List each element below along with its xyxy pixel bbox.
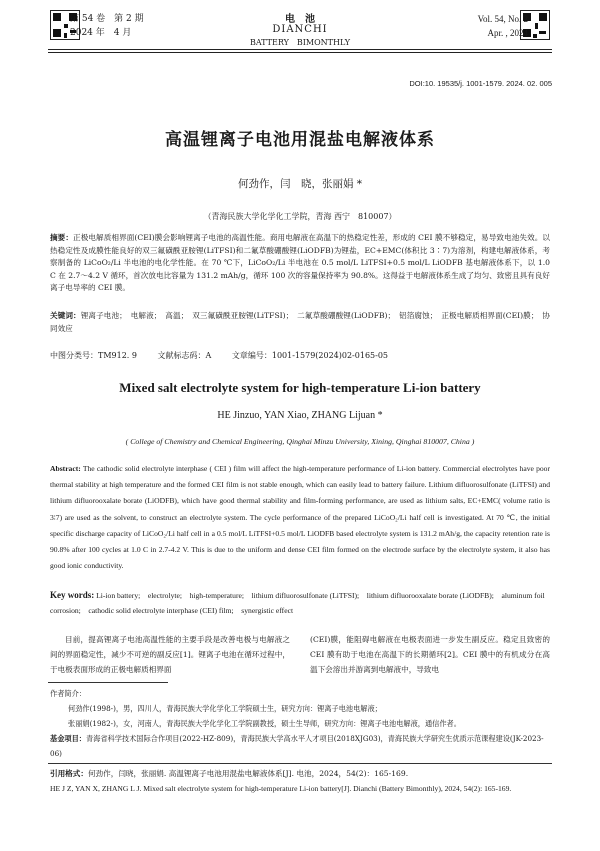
affiliation-cn: （青海民族大学化学化工学院，青海 西宁 810007）: [203, 212, 397, 221]
journal-name-en: DIANCHI: [272, 24, 328, 35]
authors-en: HE Jinzuo, YAN Xiao, ZHANG Lijuan *: [217, 410, 383, 421]
body-column-left: 目前，提高锂离子电池高温性能的主要手段是改善电极与电解液之间的界面稳定性，减少不可逆的副反应[1]。锂离子电池在循环过程中，于电极表面形成的正极电解质相界面: [50, 635, 290, 674]
footnote-rule: [48, 682, 168, 683]
citation-cn: 何劲作，闫晓，张丽娟. 高温锂离子电池用混盐电解液体系[J]. 电池，2024，54(2)：165-169.: [87, 769, 409, 778]
journal-subtitle-en: BATTERY BIMONTHLY: [249, 38, 351, 47]
doi: DOI:10. 19535/j. 1001-1579. 2024. 02. 005: [409, 79, 552, 88]
citation: [50, 767, 550, 797]
abstract-en-text: The cathodic solid electrolyte interphase ( CEI ) film will affect the high-temperature performance of Li-ion battery. Commercial electrolytes have poor thermal stability at high temperature and the formed CEI film is not stable enough, which can easily lead to battery failure. Lithium difluorosulfonate (LiTFSI) and lithium difluorooxalate borate (LiODFB), which have good thermal stability and film-forming performance, are used as lithium salts, EC+EMC( volume ratio is 3∶7) are used as the solvent, to construct an electrolyte system. The cycle performance of the prepared LiCoO₂/Li half cell is investigated. At 70 ℃, the initial specific discharge capacity of LiCoO₂/Li half cell in a 0.5 mol/L LiTFSI+0.5 mol/L LiODFB based electrolyte system is 131.2 mAh/g, the capacity retention rate is 90.8% after 100 cycles at 1.0 C in 2.7-4.2 V. This is due to the uniform and dense CEI film formed on the electrode surface by the electrolyte system, it also has good ionic conductivity.: [50, 464, 550, 571]
journal-name-cn: 电 池: [285, 14, 315, 25]
keywords-en-label: Key words:: [50, 590, 95, 600]
author-bio-label: 作者简介：: [50, 689, 86, 698]
header-rule-thin: [48, 52, 552, 53]
abstract-en-label: Abstract:: [50, 464, 81, 473]
abstract-en: [50, 461, 550, 574]
abstract-cn: [50, 232, 550, 295]
document-code: 文献标志码：A: [157, 351, 212, 360]
funding-text: 青海省科学技术国际合作项目(2022-HZ-809)，青海民族大学高水平人才项目(2018XJG03)，青海民族大学研究生优质示范课程建设(JK-2023-06): [50, 734, 544, 758]
paper-title-en: Mixed salt electrolyte system for high-temperature Li-ion battery: [119, 380, 481, 395]
author-bio-1: 何劲作(1998-)，男，四川人，青海民族大学化学化工学院硕士生，研究方向：锂离子电池电解液；: [68, 704, 382, 713]
citation-cn-line: [50, 767, 550, 782]
author-bio-2: 张丽娟(1982-)，女，河南人，青海民族大学化学化工学院副教授，硕士生导师，研究方向：锂离子电池电解液，通信作者。: [68, 719, 461, 728]
citation-label: 引用格式：: [50, 769, 88, 778]
header-date-en: Apr. , 2024: [487, 28, 528, 38]
header-rule: [48, 49, 552, 50]
footnotes: [50, 686, 550, 761]
header-date: 2024 年 4 月: [70, 28, 132, 38]
keywords-cn-text: 锂离子电池； 电解液； 高温； 双三氟磺酰亚胺锂(LiTFSI)； 二氟草酸硼酸锂(LiODFB)； 铝箔腐蚀； 正极电解质相界面(CEI)膜； 协同效应: [50, 311, 551, 333]
citation-en: HE J Z, YAN X, ZHANG L J. Mixed salt electrolyte system for high-temperature Li-ion battery[J]. Dianchi (Battery Bimonthly), 2024, 54(2): 165-169.: [50, 783, 512, 793]
citation-rule: [48, 763, 552, 764]
affiliation-en: ( College of Chemistry and Chemical Engineering, Qinghai Minzu University, Xining, Qinghai 810007, China ): [125, 437, 475, 446]
funding-label: 基金项目：: [50, 734, 86, 743]
keywords-en-text: Li-ion battery; electrolyte; high-temperature; lithium difluorosulfonate (LiTFSI); lithium difluorooxalate borate (LiODFB); aluminum foil corrosion; cathodic solid electrolyte interphase (CEI) film; synergistic effect: [50, 591, 545, 615]
header-volume-en: Vol. 54, No. 2: [477, 14, 528, 24]
classification-line: [50, 350, 550, 361]
header-volume: 第 54 卷 第 2 期: [70, 14, 144, 24]
paper-title-cn: 高温锂离子电池用混盐电解液体系: [165, 130, 435, 150]
keywords-cn: [50, 310, 550, 335]
keywords-en: [50, 588, 550, 618]
article-number: 文章编号：1001-1579(2024)02-0165-05: [231, 351, 389, 360]
keywords-cn-label: 关键词：: [50, 311, 81, 320]
funding: [50, 731, 550, 761]
abstract-cn-label: 摘要：: [50, 233, 74, 242]
authors-cn: 何劲作，闫 晓，张丽娟 *: [237, 178, 363, 190]
abstract-cn-text: 正极电解质相界面(CEI)膜会影响锂离子电池的高温性能。商用电解液在高温下的热稳定性差，形成的 CEI 膜不够稳定，易导致电池失效。以热稳定性及成膜性能良好的双三氟磺酰亚胺锂(LiTFSI)和二氟草酸硼酸锂(LiODFB)为锂盐，EC+EMC(体积比 3∶7)为溶剂，构建电解液体系，考察制备的 LiCoO₂/Li 半电池的电化学性能。在 70 ℃下，LiCoO₂/Li 半电池在 0.5 mol/L LiTFSI+0.5 mol/L LiODFB 基电解液体系下，以 1.0 C 在 2.7～4.2 V 循环，首次放电比容量为 131.2 mAh/g，循环 100 次的容量保持率为 90.8%。这得益于电解液体系生成了均匀、致密且具有良好离子电导率的 CEI 膜。: [50, 233, 551, 293]
clc-number: 中图分类号：TM912. 9: [50, 351, 137, 360]
body-column-right: (CEI)膜，能阻碍电解液在电极表面进一步发生副反应。稳定且致密的 CEI 膜有助于电池在高温下的长期循环[2]。CEI 膜中的有机成分在高温下会溶出并游离到电解液中，导致电: [310, 635, 550, 674]
